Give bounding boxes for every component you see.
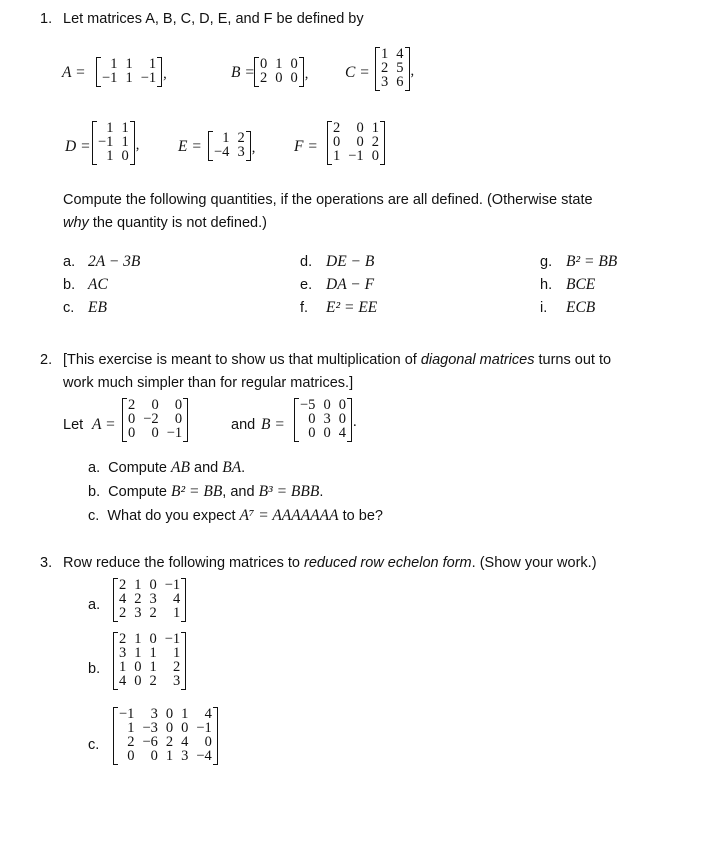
- matrix-cell: 2: [172, 659, 181, 675]
- matrix-row: [98, 57, 160, 71]
- matrix-cell: 0: [181, 720, 189, 736]
- right-bracket: [380, 121, 385, 165]
- matrix-cell: 4: [396, 46, 404, 62]
- p2-item-pre: What do you expect: [107, 508, 236, 524]
- p1-item-expr: DE − B: [326, 253, 375, 270]
- matrix-row: [210, 145, 249, 159]
- p2-and: and: [231, 417, 256, 433]
- matrix-row: [115, 660, 184, 674]
- matrix-cell: −4: [214, 144, 230, 160]
- p3-instruction: [63, 556, 597, 571]
- matrix-cell: 4: [338, 425, 346, 441]
- matrix-cell: 0: [165, 706, 174, 722]
- matrix-cell: −3: [142, 720, 158, 736]
- matrix-table: [296, 398, 350, 440]
- matrix-cell: 0: [149, 577, 157, 593]
- matrix-cell: 2: [260, 70, 268, 86]
- matrix-cell: 3: [150, 706, 158, 722]
- matrix-cell: 2: [149, 673, 157, 689]
- p3-item-letter: a.: [88, 597, 101, 613]
- matrix-A: [96, 56, 167, 90]
- matrix-trailing-punct: ,: [304, 66, 309, 82]
- p3-post: . (Show your work.): [471, 555, 597, 571]
- matrix-cell: 0: [308, 425, 316, 441]
- matrix-cell: 0: [308, 411, 316, 427]
- matrix-cell: 2: [381, 60, 389, 76]
- matrix-cell: 3: [134, 605, 142, 621]
- matrix-C: [375, 46, 415, 94]
- matrix-cell: 1: [106, 120, 114, 136]
- matrix-table: [94, 121, 133, 163]
- matrix-cell: 2: [119, 631, 127, 647]
- p1-item-letter: i.: [540, 300, 548, 316]
- matrix-row: [329, 121, 383, 135]
- matrix-cell: 1: [110, 56, 118, 72]
- matrix-cell: 4: [204, 706, 212, 722]
- matrix-cell: 1: [381, 46, 389, 62]
- matrix-row: [115, 749, 216, 763]
- matrix-row: [256, 71, 302, 85]
- matrix-cell: 1: [165, 748, 174, 764]
- p2-item-pre: Compute: [108, 460, 167, 476]
- p2-line1-post: turns out to: [538, 352, 612, 368]
- matrix-cell: 0: [338, 411, 346, 427]
- matrix-cell: 2: [165, 734, 174, 750]
- matrix-cell: −1: [196, 720, 212, 736]
- matrix-cell: 0: [174, 411, 183, 427]
- matrix-cell: 0: [128, 425, 136, 441]
- matrix-row: [98, 71, 160, 85]
- matrix-row: [115, 632, 184, 646]
- matrix-table: [98, 57, 160, 85]
- matrix-cell: 0: [128, 411, 136, 427]
- matrix-row: [329, 149, 383, 163]
- matrix-cell: 0: [356, 134, 364, 150]
- p1-item-letter: f.: [300, 300, 309, 316]
- p2-matrix-A-label: A =: [92, 416, 116, 433]
- p1-item-expr: ECB: [566, 299, 596, 316]
- p1-compute-rest: the quantity is not defined.): [92, 215, 267, 231]
- matrix-cell: 3: [237, 144, 245, 160]
- matrix-cell: −1: [140, 70, 157, 86]
- left-bracket: [96, 57, 101, 87]
- matrix-trailing-punct: ,: [163, 66, 167, 82]
- p2-item-pre: Compute: [108, 484, 167, 500]
- left-bracket: [375, 47, 380, 91]
- matrix-row: [377, 75, 408, 89]
- p2-item-expr: B² = BB: [171, 483, 223, 500]
- matrix-cell: 0: [134, 673, 142, 689]
- matrix-D: [92, 120, 140, 168]
- matrix-row: [256, 57, 302, 71]
- matrix-cell: 0: [356, 120, 364, 136]
- matrix-row: [296, 412, 350, 426]
- matrix-cell: 0: [121, 148, 129, 164]
- p2-item-mid: to be?: [342, 508, 383, 524]
- p2-diagonal-matrices: diagonal matrices: [420, 352, 535, 368]
- matrix-cell: 1: [172, 645, 181, 661]
- p2-item-letter: a.: [88, 460, 101, 476]
- p2-item-a: [88, 460, 245, 476]
- matrix-row: [94, 121, 133, 135]
- matrix-cell: 2: [127, 734, 135, 750]
- matrix-cell: 3: [149, 591, 157, 607]
- matrix-cell: 1: [149, 645, 157, 661]
- matrix-cell: 0: [275, 70, 283, 86]
- matrix-cell: 1: [149, 659, 157, 675]
- right-bracket: [181, 632, 186, 690]
- left-bracket: [122, 398, 127, 442]
- left-bracket: [208, 131, 213, 161]
- p1-item-letter: h.: [540, 277, 553, 293]
- matrix-cell: 0: [134, 659, 142, 675]
- matrix-table: [115, 578, 184, 620]
- p3-item-letter: b.: [88, 661, 101, 677]
- p2-item-expr: A⁷ = AAAAAAA: [239, 507, 339, 524]
- matrix-cell: 4: [172, 591, 181, 607]
- matrix-cell: 1: [148, 56, 157, 72]
- matrix-row: [377, 61, 408, 75]
- matrix-cell: 2: [119, 577, 127, 593]
- matrix-cell: 1: [172, 605, 181, 621]
- right-bracket: [183, 398, 188, 442]
- p2-item-letter: b.: [88, 484, 101, 500]
- matrix-cell: 1: [121, 120, 129, 136]
- matrix-cell: −1: [102, 70, 118, 86]
- matrix-E-label: E =: [178, 138, 202, 155]
- matrix-F-label: F =: [294, 138, 318, 155]
- p1-item-expr: AC: [88, 276, 108, 293]
- matrix-cell: 0: [290, 56, 298, 72]
- matrix-cell: 0: [149, 631, 157, 647]
- matrix-table: [124, 398, 186, 440]
- matrix-cell: −1: [119, 706, 135, 722]
- left-bracket: [113, 707, 118, 765]
- matrix-cell: 1: [125, 56, 133, 72]
- matrix-row: [115, 646, 184, 660]
- matrix-cell: −5: [300, 397, 316, 413]
- matrix-row: [115, 674, 184, 688]
- matrix-cell: 2: [119, 605, 127, 621]
- p3-rref: reduced row echelon form: [303, 555, 472, 571]
- matrix-row: [115, 735, 216, 749]
- matrix-cell: 1: [222, 130, 230, 146]
- matrix-cell: 0: [174, 397, 183, 413]
- left-bracket: [294, 398, 299, 442]
- matrix-row: [329, 135, 383, 149]
- matrix-cell: 1: [127, 720, 135, 736]
- p1-compute-line2: [63, 216, 267, 231]
- matrix-cell: 2: [371, 134, 379, 150]
- matrix-cell: 1: [121, 134, 129, 150]
- matrix-cell: 1: [333, 148, 341, 164]
- p1-item-expr: DA − F: [326, 276, 375, 293]
- matrix-row: [124, 426, 186, 440]
- matrix-C-label: C =: [345, 64, 370, 81]
- matrix-row: [124, 398, 186, 412]
- matrix-trailing-punct: ,: [410, 63, 415, 79]
- p2-item-letter: c.: [88, 508, 100, 524]
- matrix-cell: 3: [181, 748, 189, 764]
- p1-item-letter: b.: [63, 277, 76, 293]
- p2-item-mid: and: [194, 460, 219, 476]
- matrix-cell: −1: [98, 134, 114, 150]
- matrix-D-label: D =: [65, 138, 91, 155]
- matrix-cell: 0: [204, 734, 212, 750]
- matrix-cell: 3: [172, 673, 181, 689]
- matrix-cell: −1: [164, 631, 181, 647]
- matrix-cell: 4: [181, 734, 189, 750]
- matrix-row: [115, 578, 184, 592]
- matrix-A-label: A =: [62, 64, 86, 81]
- matrix-cell: 1: [125, 70, 133, 86]
- p1-item-letter: d.: [300, 254, 313, 270]
- p2-matrix-A: [122, 398, 188, 445]
- matrix-cell: 0: [127, 748, 135, 764]
- matrix-cell: 1: [119, 659, 127, 675]
- matrix-cell: 2: [134, 591, 142, 607]
- matrix-table: [329, 121, 383, 163]
- matrix-row: [115, 606, 184, 620]
- right-bracket: [213, 707, 218, 765]
- p1-item-expr: EB: [88, 299, 107, 316]
- p2-item-post: .: [319, 484, 324, 500]
- p1-item-expr: E² = EE: [326, 299, 378, 316]
- matrix-table: [256, 57, 302, 85]
- matrix-cell: 0: [338, 397, 346, 413]
- matrix-cell: 0: [151, 397, 159, 413]
- left-bracket: [254, 57, 259, 87]
- matrix-cell: 3: [119, 645, 127, 661]
- matrix-cell: 0: [260, 56, 268, 72]
- matrix-row: [124, 412, 186, 426]
- p2-matrix-B-label: B =: [261, 416, 285, 433]
- p3-item-letter: c.: [88, 737, 100, 753]
- p1-why: why: [63, 215, 89, 231]
- matrix-cell: 0: [151, 425, 159, 441]
- p1-item-expr: 2A − 3B: [88, 253, 141, 270]
- p3-number: 3.: [40, 555, 53, 571]
- matrix-cell: 0: [165, 720, 174, 736]
- matrix-cell: 0: [371, 148, 379, 164]
- matrix-table: [115, 632, 184, 688]
- matrix-table: [377, 47, 408, 89]
- matrix-row: [296, 426, 350, 440]
- matrix-cell: 1: [134, 577, 142, 593]
- p2-number: 2.: [40, 352, 53, 368]
- matrix-cell: −1: [166, 425, 183, 441]
- matrix-cell: 1: [371, 120, 379, 136]
- p2-let: Let: [63, 417, 84, 433]
- matrix-E: [208, 130, 256, 164]
- p2-line1: [63, 353, 611, 368]
- matrix-cell: 1: [134, 645, 142, 661]
- p2-line1-pre: [This exercise is meant to show us that multiplication of: [63, 352, 417, 368]
- p1-item-letter: a.: [63, 254, 76, 270]
- matrix-cell: −1: [164, 577, 181, 593]
- matrix-B-label: B =: [231, 64, 255, 81]
- left-bracket: [92, 121, 97, 165]
- matrix-cell: 6: [396, 74, 404, 90]
- matrix-cell: 4: [119, 673, 127, 689]
- matrix-row: [94, 149, 133, 163]
- matrix-cell: 2: [333, 120, 341, 136]
- p1-item-letter: e.: [300, 277, 313, 293]
- p2-item-expr: AB: [171, 459, 190, 476]
- matrix-cell: 0: [150, 748, 158, 764]
- matrix-table: [210, 131, 249, 159]
- matrix-row: [296, 398, 350, 412]
- left-bracket: [113, 578, 118, 622]
- matrix-cell: 0: [333, 134, 341, 150]
- p1-item-expr: B² = BB: [566, 253, 618, 270]
- p2-item-mid: , and: [222, 484, 255, 500]
- matrix-cell: 1: [134, 631, 142, 647]
- matrix-row: [377, 47, 408, 61]
- matrix-cell: 0: [290, 70, 298, 86]
- p2-matrix-B: [294, 397, 357, 445]
- matrix-row: [115, 592, 184, 606]
- p1-intro: Let matrices A, B, C, D, E, and F be defined by: [63, 11, 364, 27]
- p3-matrix-b: [113, 632, 186, 693]
- matrix-row: [94, 135, 133, 149]
- p1-number: 1.: [40, 11, 53, 27]
- left-bracket: [327, 121, 332, 165]
- matrix-cell: −4: [196, 748, 212, 764]
- p2-item-c: [88, 508, 383, 524]
- matrix-row: [210, 131, 249, 145]
- left-bracket: [113, 632, 118, 690]
- p3-pre: Row reduce the following matrices to: [63, 555, 300, 571]
- p2-item-post: .: [241, 460, 246, 476]
- matrix-cell: 0: [323, 397, 331, 413]
- p2-item-expr2: BA: [222, 459, 242, 476]
- p3-matrix-c: [113, 707, 218, 768]
- p2-item-b: [88, 484, 323, 500]
- p1-item-letter: g.: [540, 254, 553, 270]
- matrix-cell: 3: [381, 74, 389, 90]
- matrix-table: [115, 707, 216, 763]
- p2-line2: work much simpler than for regular matrices.]: [63, 375, 354, 391]
- matrix-B: [254, 56, 309, 90]
- matrix-cell: 2: [237, 130, 245, 146]
- matrix-cell: 2: [128, 397, 136, 413]
- p2-item-expr2: B³ = BBB: [258, 483, 320, 500]
- p1-item-expr: BCE: [566, 276, 596, 293]
- matrix-cell: 1: [106, 148, 114, 164]
- matrix-trailing-punct: ,: [251, 140, 256, 156]
- matrix-row: [115, 707, 216, 721]
- matrix-cell: −6: [142, 734, 158, 750]
- matrix-cell: 2: [149, 605, 157, 621]
- matrix-cell: 1: [181, 706, 189, 722]
- matrix-cell: −2: [143, 411, 159, 427]
- matrix-cell: 1: [275, 56, 283, 72]
- p1-item-letter: c.: [63, 300, 75, 316]
- p1-compute-line1: Compute the following quantities, if the operations are all defined. (Otherwise state: [63, 192, 593, 208]
- matrix-cell: 4: [119, 591, 127, 607]
- matrix-row: [115, 721, 216, 735]
- right-bracket: [181, 578, 186, 622]
- p3-matrix-a: [113, 578, 186, 625]
- matrix-cell: −1: [348, 148, 364, 164]
- matrix-cell: 5: [396, 60, 404, 76]
- matrix-trailing-punct: ,: [135, 137, 140, 153]
- matrix-trailing-punct: .: [352, 414, 357, 430]
- matrix-cell: 0: [323, 425, 331, 441]
- matrix-F: [327, 121, 385, 168]
- matrix-cell: 3: [323, 411, 331, 427]
